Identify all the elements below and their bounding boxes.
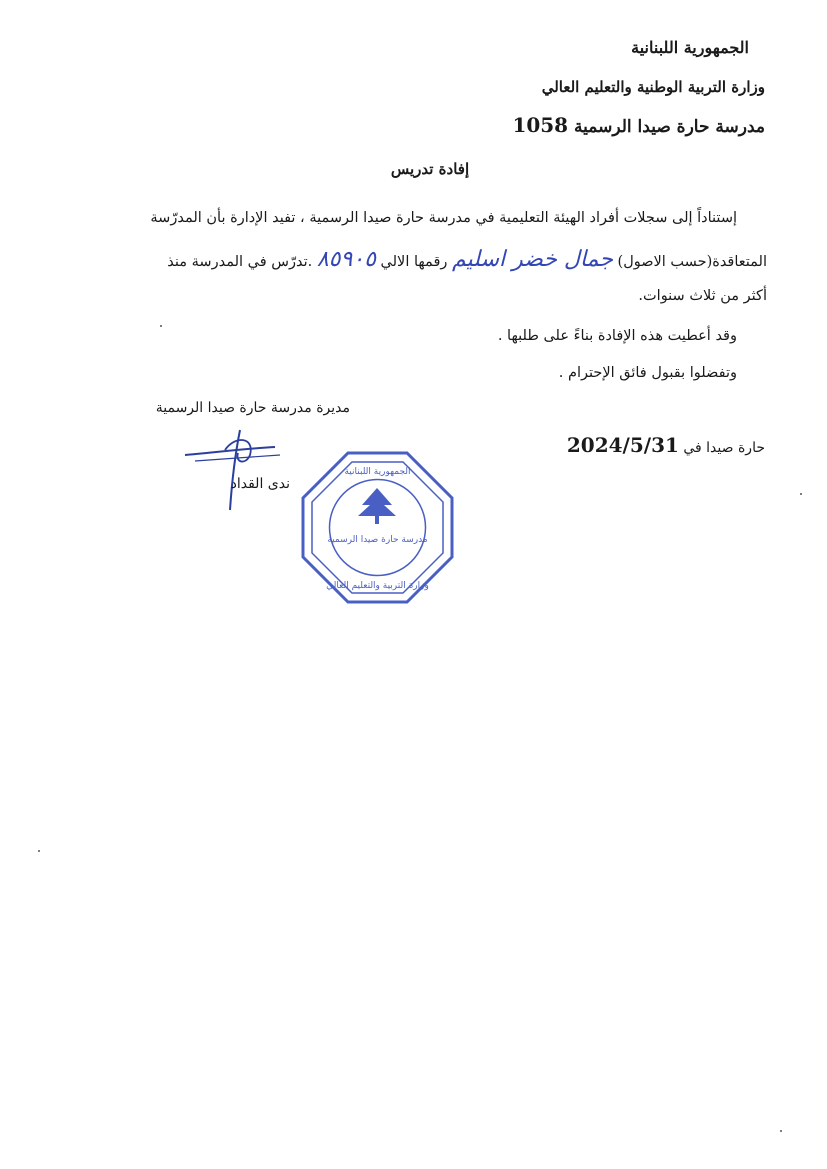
stamp-middle-text: مدرسة حارة صيدا الرسمية bbox=[327, 535, 428, 545]
speck bbox=[800, 493, 802, 495]
handwritten-number: ٨٥٩٠٥ bbox=[316, 247, 376, 272]
stamp-top-text: الجمهورية اللبنانية bbox=[344, 467, 411, 477]
date-label: حارة صيدا في bbox=[683, 440, 765, 456]
date-value: 2024/5/31 bbox=[566, 433, 679, 457]
document-title: إفادة تدريس bbox=[390, 160, 470, 178]
header-school bbox=[512, 113, 765, 137]
body-line-2-part-a: المتعاقدة(حسب الاصول) bbox=[617, 254, 767, 270]
stamp-bottom-text: وزارة التربية والتعليم العالي bbox=[326, 581, 429, 591]
body-line-4: وقد أعطيت هذه الإفادة بناءً على طلبها . bbox=[497, 328, 737, 344]
body-line-2 bbox=[167, 247, 767, 272]
speck bbox=[38, 850, 40, 852]
speck bbox=[780, 1130, 782, 1132]
signatory-name: ندى القداد bbox=[230, 476, 290, 492]
school-number: 1058 bbox=[512, 113, 569, 137]
date-line bbox=[567, 433, 765, 457]
header-ministry: وزارة التربية الوطنية والتعليم العالي bbox=[541, 78, 765, 96]
handwritten-signature bbox=[180, 425, 290, 515]
official-stamp bbox=[300, 450, 455, 605]
body-line-2-part-b: رقمها الالي bbox=[380, 254, 448, 270]
cedar-tree-icon bbox=[358, 488, 396, 524]
body-line-2-part-c: .تدرّس في المدرسة منذ bbox=[167, 254, 313, 270]
body-line-5: وتفضلوا بقبول فائق الإحترام . bbox=[558, 365, 737, 381]
body-line-1: إستناداً إلى سجلات أفراد الهيئة التعليمية في مدرسة حارة صيدا الرسمية ، تفيد الإدارة بأن المدرّسة bbox=[150, 210, 737, 226]
handwritten-teacher-name: جمال خضر اسليم bbox=[452, 247, 613, 272]
body-line-3: أكثر من ثلاث سنوات. bbox=[638, 288, 767, 304]
header-republic: الجمهورية اللبنانية bbox=[631, 38, 749, 57]
speck bbox=[160, 325, 162, 327]
school-name: مدرسة حارة صيدا الرسمية bbox=[574, 117, 765, 137]
signatory-title: مديرة مدرسة حارة صيدا الرسمية bbox=[155, 400, 350, 416]
